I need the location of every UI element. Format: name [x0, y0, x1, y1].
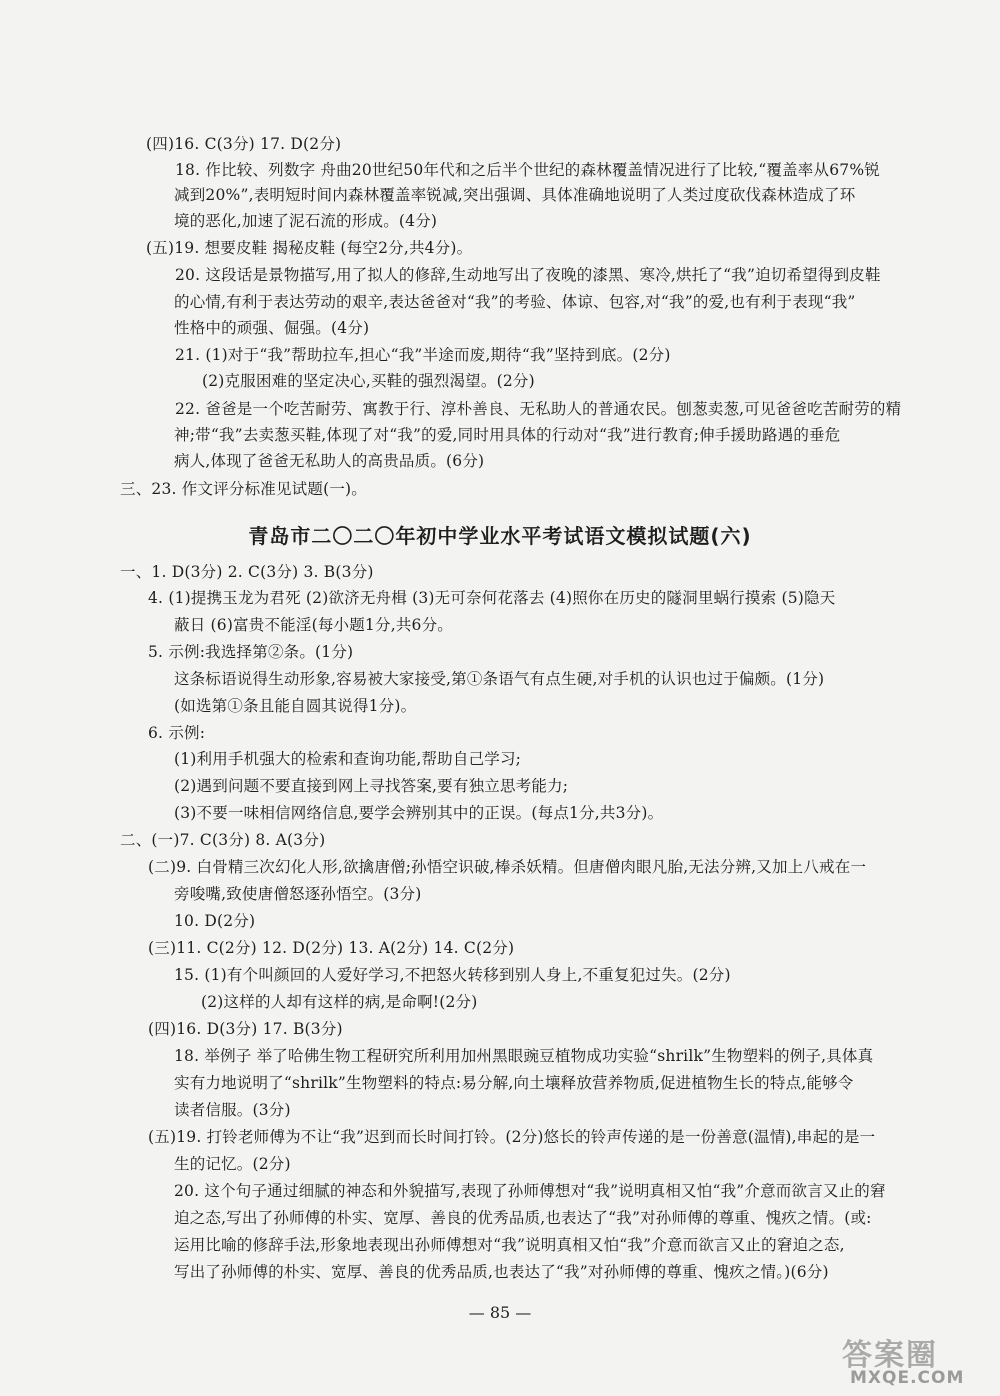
answer-line: (1)利用手机强大的检索和查询功能,帮助自己学习; [174, 750, 522, 768]
answer-line: 15. (1)有个叫颜回的人爱好学习,不把怒火转移到别人身上,不重复犯过失。(2分) [174, 966, 731, 984]
answer-line: 22. 爸爸是一个吃苦耐劳、寓教于行、淳朴善良、无私助人的普通农民。刨葱卖葱,可见爸爸吃苦耐劳的精 [175, 400, 902, 418]
answer-line: 20. 这段话是景物描写,用了拟人的修辞,生动地写出了夜晚的漆黑、寒冷,烘托了“我”迫切希望得到皮鞋 [175, 266, 881, 284]
answer-line: 神;带“我”去卖葱买鞋,体现了对“我”的爱,同时用具体的行动对“我”进行教育;伸手援助路遇的垂危 [174, 426, 841, 444]
answer-line: 旁唆嘴,致使唐僧怒逐孙悟空。(3分) [174, 885, 422, 903]
exam-title: 青岛市二〇二〇年初中学业水平考试语文模拟试题(六) [248, 524, 752, 548]
answer-line: 读者信服。(3分) [174, 1101, 291, 1119]
answer-line: 18. 举例子 举了哈佛生物工程研究所利用加州黑眼豌豆植物成功实验“shrilk”生物塑料的例子,具体真 [174, 1047, 874, 1065]
answer-line: 写出了孙师傅的朴实、宽厚、善良的优秀品质,也表达了“我”对孙师傅的尊重、愧疚之情。)(6分) [174, 1263, 829, 1281]
answer-line: (2)遇到问题不要直接到网上寻找答案,要有独立思考能力; [174, 777, 569, 795]
answer-line: (四)16. D(3分) 17. B(3分) [148, 1020, 343, 1038]
watermark [842, 1330, 994, 1392]
watermark-logo: 答案圈 [842, 1338, 938, 1373]
answer-line: 21. (1)对于“我”帮助拉车,担心“我”半途而废,期待“我”坚持到底。(2分) [175, 346, 671, 364]
answer-line: 蔽日 (6)富贵不能淫(每小题1分,共6分。 [174, 616, 453, 634]
answer-line: 18. 作比较、列数字 舟曲20世纪50年代和之后半个世纪的森林覆盖情况进行了比较,“覆盖率从67%锐 [175, 161, 880, 179]
answer-line: 生的记忆。(2分) [174, 1155, 291, 1173]
answer-line: 5. 示例:我选择第②条。(1分) [148, 643, 354, 661]
answer-line: 一、1. D(3分) 2. C(3分) 3. B(3分) [120, 563, 374, 581]
answer-line: (四)16. C(3分) 17. D(2分) [146, 135, 342, 153]
answer-line: 三、23. 作文评分标准见试题(一)。 [120, 480, 367, 498]
answer-line: 境的恶化,加速了泥石流的形成。(4分) [174, 212, 438, 230]
answer-line: (二)9. 白骨精三次幻化人形,欲擒唐僧;孙悟空识破,棒杀妖精。但唐僧肉眼凡胎,无法分辨,又加上八戒在一 [148, 858, 867, 876]
answer-line: 6. 示例: [148, 724, 206, 742]
page-number: — 85 — [468, 1303, 532, 1322]
answer-line: 实有力地说明了“shrilk”生物塑料的特点:易分解,向土壤释放营养物质,促进植物生长的特点,能够令 [174, 1074, 854, 1092]
answer-line: (五)19. 打铃老师傅为不让“我”迟到而长时间打铃。(2分)悠长的铃声传递的是一份善意(温情),串起的是一 [148, 1128, 876, 1146]
answer-line: (如选第①条且能自圆其说得1分)。 [174, 697, 417, 715]
answer-line: (2)克服困难的坚定决心,买鞋的强烈渴望。(2分) [202, 372, 535, 390]
answer-line: (三)11. C(2分) 12. D(2分) 13. A(2分) 14. C(2分) [148, 939, 515, 957]
answer-line: 4. (1)提携玉龙为君死 (2)欲济无舟楫 (3)无可奈何花落去 (4)照你在历史的隧洞里蜗行摸索 (5)隐天 [148, 589, 836, 607]
watermark-url: MXQE.COM [850, 1368, 965, 1388]
answer-line: 迫之态,写出了孙师傅的朴实、宽厚、善良的优秀品质,也表达了“我”对孙师傅的尊重、愧疚之情。(或: [174, 1209, 872, 1227]
answer-line: (五)19. 想要皮鞋 揭秘皮鞋 (每空2分,共4分)。 [146, 239, 473, 257]
answer-line: 性格中的顽强、倔强。(4分) [174, 319, 370, 337]
answer-line: (2)这样的人却有这样的病,是命啊!(2分) [201, 993, 478, 1011]
answer-line: 的心情,有利于表达劳动的艰辛,表达爸爸对“我”的考验、体谅、包容,对“我”的爱,也有利于表现“我” [174, 293, 856, 311]
answer-line: (3)不要一味相信网络信息,要学会辨别其中的正误。(每点1分,共3分)。 [174, 804, 664, 822]
answer-line: 10. D(2分) [174, 912, 256, 930]
answer-line: 二、(一)7. C(3分) 8. A(3分) [120, 831, 326, 849]
answer-line: 这条标语说得生动形象,容易被大家接受,第①条语气有点生硬,对手机的认识也过于偏颇。(1分) [174, 670, 825, 688]
answer-line: 病人,体现了爸爸无私助人的高贵品质。(6分) [174, 452, 485, 470]
answer-line: 运用比喻的修辞手法,形象地表现出孙师傅想对“我”说明真相又怕“我”介意而欲言又止的窘迫之态, [174, 1236, 845, 1254]
answer-line: 减到20%”,表明短时间内森林覆盖率锐减,突出强调、具体准确地说明了人类过度砍伐森林造成了环 [174, 186, 856, 204]
answer-line: 20. 这个句子通过细腻的神态和外貌描写,表现了孙师傅想对“我”说明真相又怕“我”介意而欲言又止的窘 [174, 1182, 886, 1200]
